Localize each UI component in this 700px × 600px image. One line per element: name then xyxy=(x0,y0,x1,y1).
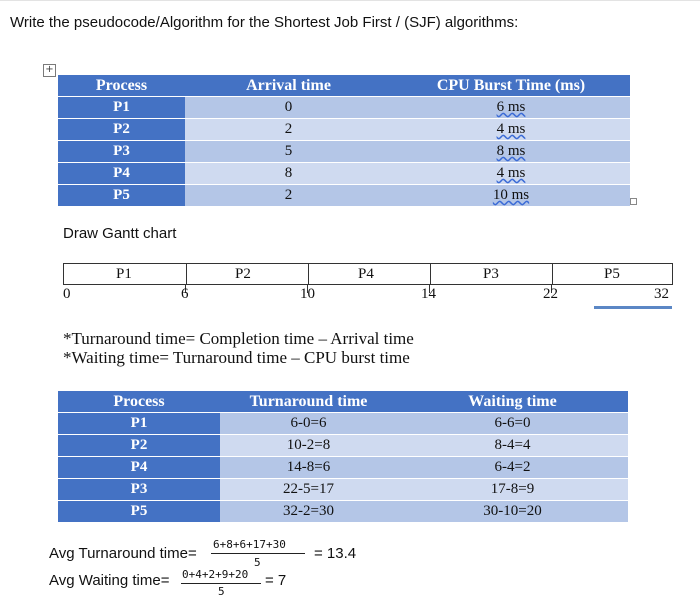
table-row xyxy=(58,185,630,207)
gantt-segment xyxy=(552,264,672,284)
process-cell: P4 xyxy=(58,163,185,185)
process-cell: P1 xyxy=(58,97,185,119)
table-resize-handle[interactable] xyxy=(630,198,637,205)
gantt-segment-label: P4 xyxy=(358,266,374,282)
burst-value: 4 ms xyxy=(496,121,526,137)
table-row xyxy=(58,141,630,163)
column-header: CPU Burst Time (ms) xyxy=(392,75,630,97)
waiting-cell: 8-4=4 xyxy=(397,435,628,457)
burst-cell xyxy=(392,119,630,141)
gantt-segment-label: P1 xyxy=(116,266,132,282)
burst-value: 6 ms xyxy=(496,99,526,115)
avg-turnaround-numerator: 6+8+6+17+30 xyxy=(213,538,286,551)
process-cell: P2 xyxy=(58,119,185,141)
avg-waiting-numerator: 0+4+2+9+20 xyxy=(182,568,249,581)
waiting-cell: 6-4=2 xyxy=(397,457,628,479)
process-cell: P2 xyxy=(58,435,220,457)
avg-turnaround-denominator: 5 xyxy=(254,556,261,569)
table-row xyxy=(58,413,628,435)
turnaround-cell: 14-8=6 xyxy=(220,457,397,479)
process-cell: P3 xyxy=(58,479,220,501)
column-header: Waiting time xyxy=(397,391,628,413)
table-row xyxy=(58,97,630,119)
process-cell: P1 xyxy=(58,413,220,435)
turnaround-cell: 32-2=30 xyxy=(220,501,397,523)
avg-turnaround-fraction-bar xyxy=(211,553,305,554)
gantt-heading: Draw Gantt chart xyxy=(63,225,177,242)
burst-value: 4 ms xyxy=(496,165,526,181)
arrival-cell: 5 xyxy=(185,141,392,163)
formula-turnaround: *Turnaround time= Completion time – Arrival time xyxy=(63,329,414,348)
burst-cell xyxy=(392,185,630,207)
column-header: Process xyxy=(58,75,185,97)
gantt-time-label: 0 xyxy=(63,286,71,302)
top-divider xyxy=(0,0,700,1)
gantt-segment xyxy=(64,264,187,284)
burst-value: 8 ms xyxy=(496,143,526,159)
turnaround-cell: 6-0=6 xyxy=(220,413,397,435)
burst-value: 10 ms xyxy=(492,187,530,203)
table-row xyxy=(58,119,630,141)
avg-waiting-result: = 7 xyxy=(265,572,287,589)
waiting-cell: 17-8=9 xyxy=(397,479,628,501)
avg-turnaround-result: = 13.4 xyxy=(314,545,357,562)
waiting-cell: 30-10=20 xyxy=(397,501,628,523)
arrival-cell: 2 xyxy=(185,119,392,141)
column-header: Arrival time xyxy=(185,75,392,97)
arrival-cell: 0 xyxy=(185,97,392,119)
process-cell: P4 xyxy=(58,457,220,479)
burst-cell xyxy=(392,141,630,163)
avg-turnaround-label: Avg Turnaround time= xyxy=(49,545,197,562)
table-header-row xyxy=(58,391,628,413)
avg-waiting-fraction-bar xyxy=(181,583,261,584)
column-header: Turnaround time xyxy=(220,391,397,413)
table-row xyxy=(58,163,630,185)
table-header-row xyxy=(58,75,630,97)
gantt-time-label: 22 xyxy=(543,286,558,302)
table-row xyxy=(58,457,628,479)
process-table xyxy=(58,75,630,207)
avg-waiting-label: Avg Waiting time= xyxy=(49,572,170,589)
table-move-handle-icon[interactable]: + xyxy=(43,64,56,77)
column-header: Process xyxy=(58,391,220,413)
process-cell: P5 xyxy=(58,185,185,207)
table-row xyxy=(58,435,628,457)
gantt-segment-label: P3 xyxy=(483,266,499,282)
avg-waiting-denominator: 5 xyxy=(218,585,225,598)
gantt-chart xyxy=(63,263,673,285)
table-row xyxy=(58,501,628,523)
gantt-time-label: 6 xyxy=(181,286,189,302)
gantt-segment xyxy=(186,264,309,284)
turnaround-cell: 22-5=17 xyxy=(220,479,397,501)
gantt-time-label: 14 xyxy=(421,286,436,302)
gantt-segment-label: P2 xyxy=(235,266,251,282)
results-table xyxy=(58,391,628,523)
burst-cell xyxy=(392,163,630,185)
gantt-segment xyxy=(308,264,431,284)
formula-waiting: *Waiting time= Turnaround time – CPU burst time xyxy=(63,348,410,367)
burst-cell xyxy=(392,97,630,119)
question-text: Write the pseudocode/Algorithm for the Shortest Job First / (SJF) algorithms: xyxy=(10,14,519,31)
table-row xyxy=(58,479,628,501)
gantt-segment-label: P5 xyxy=(604,266,620,282)
waiting-cell: 6-6=0 xyxy=(397,413,628,435)
turnaround-cell: 10-2=8 xyxy=(220,435,397,457)
process-cell: P5 xyxy=(58,501,220,523)
selection-underline xyxy=(594,306,672,309)
arrival-cell: 2 xyxy=(185,185,392,207)
gantt-time-label: 10 xyxy=(300,286,315,302)
process-cell: P3 xyxy=(58,141,185,163)
arrival-cell: 8 xyxy=(185,163,392,185)
gantt-time-label: 32 xyxy=(654,286,669,302)
gantt-segment xyxy=(430,264,553,284)
